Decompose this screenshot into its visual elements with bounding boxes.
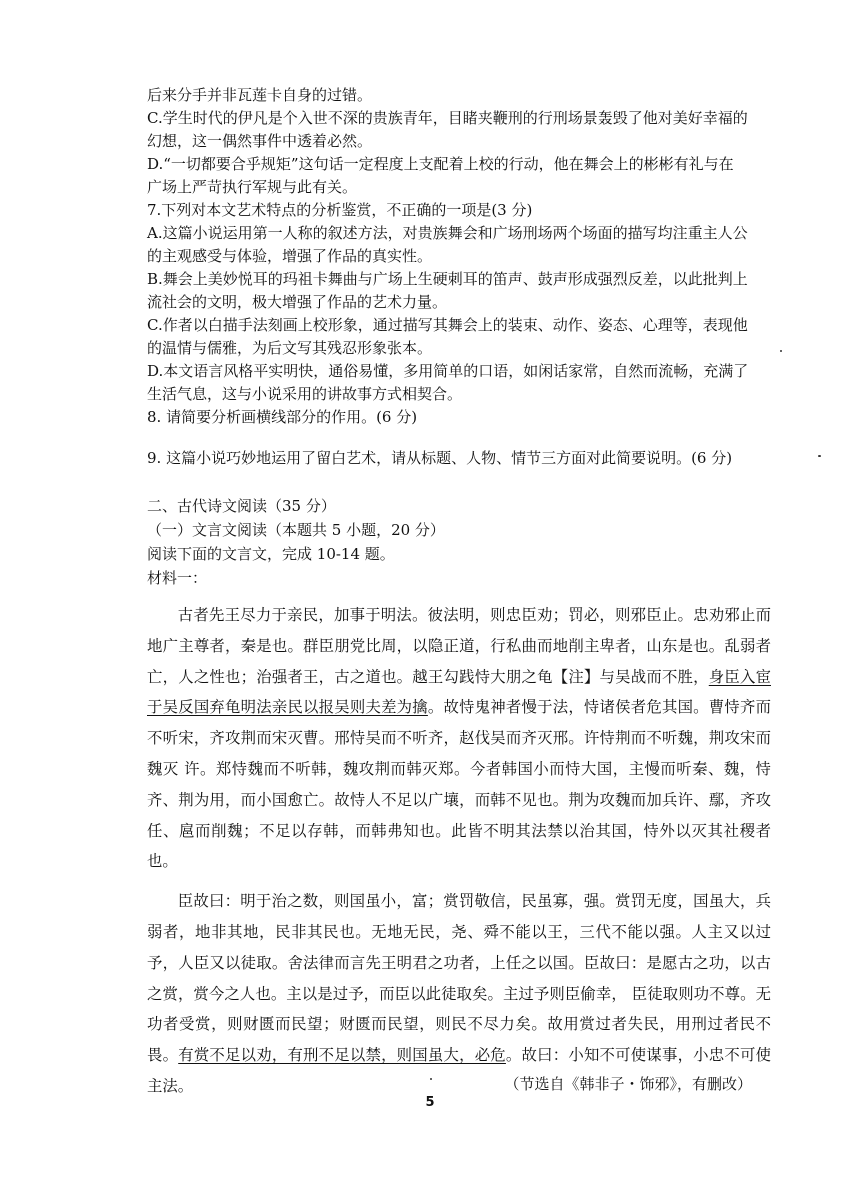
paragraph-text: 臣故曰：明于治之数，则国虽小，富；赏罚敬信，民虽寡，强。赏罚无度，国虽大，兵弱者，地非其地，民非其民也。无地无民，尧、舜不能以王，三代不能以强。人主又以过予，人臣又以徒取。舍法律而言先王明君之功者，上任之以国。臣故曰：是愿古之功，以古之赏，赏今之人也。主以是过予，而臣以此徒取矣。主过予则臣偷幸， 臣徒取则功不尊。无功者受赏，则财匮而民望；财匮而民望，则民不尽力矣。故用赏过者失民，用刑过者民不畏。 [147,892,771,1065]
page-number: 5 [425,1095,435,1110]
questions-block [147,84,787,429]
section-heading: 二、古代诗文阅读（35 分） [147,497,336,515]
paragraph-text: 古者先王尽力于亲民，加事于明法。彼法明，则忠臣劝；罚必，则邪臣止。忠劝邪止而地广主尊者，秦是也。群臣朋党比周，以隐正道，行私曲而地削主卑者，山东是也。乱弱者亡，人之性也；治强者王，古之道也。越王勾践恃大朋之龟【注】与吴战而不胜， [147,606,771,686]
question-9: 9. 这篇小说巧妙地运用了留白艺术，请从标题、人物、情节三方面对此简要说明。(6 分) [147,449,733,467]
underlined-sentence: 有赏不足以劝，有刑不足以禁，则国虽大，必危 [178,1046,506,1065]
subsection-heading: （一）文言文阅读（本题共 5 小题，20 分） [147,521,445,539]
classical-passage [147,600,771,1111]
source-citation: （节选自《韩非子・饰邪》，有删改） [504,1075,752,1093]
option-d: D.“一切都要合乎规矩”这句话一定程度上支配着上校的行动，他在舞会上的彬彬有礼与在 [147,155,734,173]
text-line: 幻想，这一偶然事件中透着必然。 [147,132,373,150]
scan-speck [818,455,821,457]
paragraph-text: 。故恃鬼神者慢于法，恃诸侯者危其国。曹恃齐而不听宋，齐攻荆而宋灭曹。邢恃吴而不听齐，赵伐吴而齐灭邢。许恃荆而不听魏，荆攻宋而魏灭 许。郑恃魏而不听韩，魏攻荆而韩灭郑。今者韩国小而恃大国，主慢而听秦、魏，恃齐、荆为用，而小国愈亡。故恃人不足以广壤，而韩不见也。荆为攻魏而加兵许、鄢，齐攻任、扈而削魏；不足以存韩，而韩弗知也。此皆不明其法禁以治其国，恃外以灭其社稷者也。 [147,698,771,871]
scan-speck [430,1078,432,1080]
text-line: 的温情与儒雅，为后文写其残忍形象张本。 [147,339,433,357]
underlined-sentence: 身臣入宦于吴反国弃龟明法亲民以报吴则夫差为擒 [147,667,771,717]
section-2-header [147,494,445,590]
option-d: D.本文语言风格平实明快，通俗易懂，多用简单的口语，如闲话家常，自然而流畅，充满了 [147,362,749,380]
paragraph [147,600,771,877]
text-line: 广场上严苛执行军规与此有关。 [147,178,358,196]
option-c: C.作者以白描手法刻画上校形象，通过描写其舞会上的装束、动作、姿态、心理等，表现他 [147,316,748,334]
text-line: 流社会的文明，极大增强了作品的艺术力量。 [147,293,448,311]
option-a: A.这篇小说运用第一人称的叙述方法，对贵族舞会和广场刑场两个场面的描写均注重主人公 [147,224,748,242]
paragraph [147,886,771,1102]
scan-speck [780,350,782,352]
paragraph-text: 。故曰：小知不可使谋事，小忠不可使主法。 [147,1046,771,1095]
instruction: 阅读下面的文言文，完成 10-14 题。 [147,545,395,563]
option-b: B.舞会上美妙悦耳的玛祖卡舞曲与广场上生硬刺耳的笛声、鼓声形成强烈反差，以此批判上 [147,270,748,288]
material-label: 材料一： [147,569,208,587]
text-line: 生活气息，这与小说采用的讲故事方式相契合。 [147,385,463,403]
option-c: C.学生时代的伊凡是个入世不深的贵族青年，目睹夹鞭刑的行刑场景轰毁了他对美好幸福的 [147,109,748,127]
text-line: 后来分手并非瓦莲卡自身的过错。 [147,86,373,104]
question-8: 8. 请简要分析画横线部分的作用。(6 分) [147,408,418,426]
question-7: 7.下列对本文艺术特点的分析鉴赏，不正确的一项是(3 分) [147,201,533,219]
text-line: 的主观感受与体验，增强了作品的真实性。 [147,247,433,265]
